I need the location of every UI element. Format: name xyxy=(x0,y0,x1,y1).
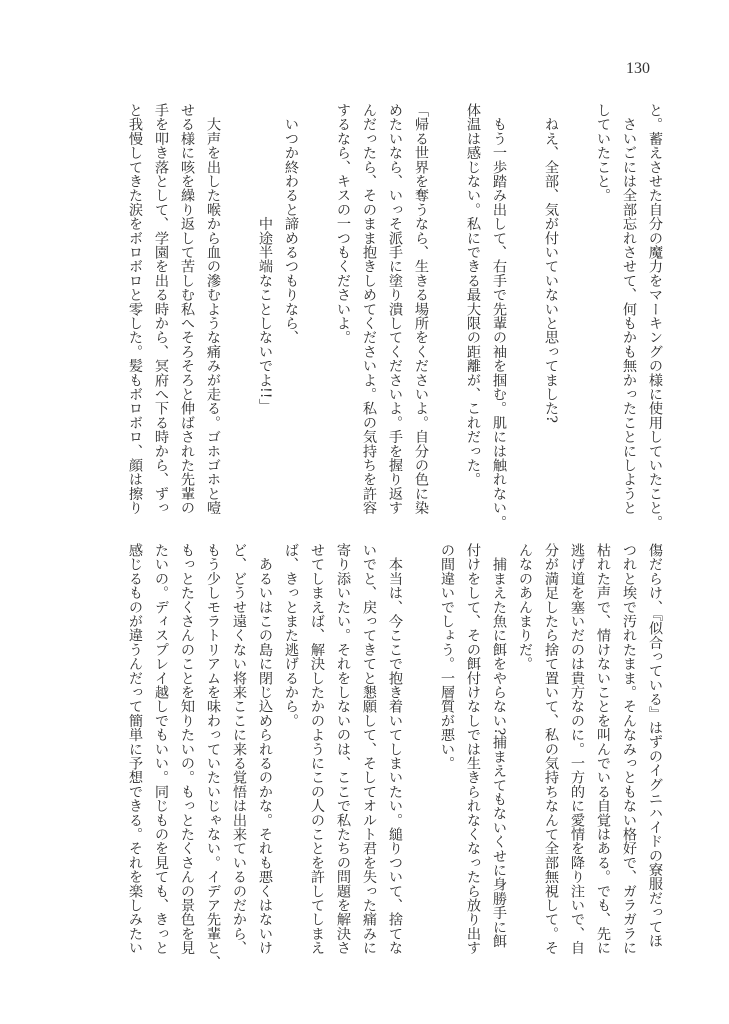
blank-line xyxy=(434,103,460,539)
blank-line xyxy=(512,103,538,539)
text-line: せる様に咳を繰り返して苦しむ私へそろそろと伸ばされた先輩の xyxy=(179,103,195,515)
blank-line xyxy=(304,103,330,539)
text-line: あるいはこの島に閉じ込められるのかな。それも悪くはないけ xyxy=(257,543,273,955)
text-line: と。蓄えさせた自分の魔力をマーキングの様に使用していたこと。 xyxy=(647,103,663,529)
text-line: 中途半端なことしないでよ!!」 xyxy=(257,103,273,413)
text-line: んだったら、そのまま抱きしめてくださいよ。私の気持ちを許容 xyxy=(361,103,377,515)
page-number: 130 xyxy=(626,60,650,77)
text-line: 「帰る世界を奪うなら、生きる場所をくださいよ。自分の色に染 xyxy=(413,103,429,515)
text-line: もっとたくさんのことを知りたいの。もっとたくさんの景色を見 xyxy=(179,543,195,955)
text-line: ど、どうせ遠くない将来ここに来る覚悟は出来ているのだから、 xyxy=(231,543,247,955)
text-line: せてしまえば、解決したかのようにこの人のことを許してしまえ xyxy=(309,543,325,955)
text-line: 逃げ道を塞いだのは貴方なのに。一方的に愛情を降り注いで、自 xyxy=(569,543,585,955)
blank-line xyxy=(226,103,252,539)
text-line: さいごには全部忘れさせて、何もかも無かったことにしようと xyxy=(621,103,637,515)
text-line: 分が満足したら捨て置いて、私の気持ちなんて全部無視して。そ xyxy=(543,543,559,955)
text-line: の間違いでしょう。一層質が悪い。 xyxy=(439,543,455,771)
text-line: んなのあんまりだ。 xyxy=(517,543,533,671)
text-line: 捕まえた魚に餌をやらない?捕まえてもないくせに身勝手に餌 xyxy=(491,543,507,949)
upper-text-block xyxy=(122,103,668,539)
text-line: していたこと。 xyxy=(595,103,611,203)
text-line: いつか終わると諦めるつもりなら、 xyxy=(283,103,299,345)
text-line: ねえ、全部、気が付いていないと思ってました? xyxy=(543,103,559,424)
text-line: 付けをして、その餌付けなしでは生きられなくなったら放り出す xyxy=(465,543,481,955)
text-line: ば、きっとまた逃げるから。 xyxy=(283,543,299,728)
text-line: もう少しモラトリアムを味わっていたいじゃない。イデア先輩と、 xyxy=(205,543,221,969)
blank-line xyxy=(408,543,434,979)
lower-text-block xyxy=(122,543,668,979)
text-line: 体温は感じない。私にできる最大限の距離が、これだった。 xyxy=(465,103,481,487)
text-line: たいの。ディスプレイ越しでもいい。同じものを見ても、きっと xyxy=(153,543,169,955)
text-line: 手を叩き落として、学園を出る時から、冥府へ下る時から、ずっ xyxy=(153,103,169,515)
text-line: めたいなら、いっそ派手に塗り潰してくださいよ。手を握り返す xyxy=(387,103,403,515)
text-line: と我慢してきた涙をボロボロと零した。髪もボロボロ、顔は擦り xyxy=(127,103,143,515)
text-line: 大声を出した喉から血の滲むような痛みが走る。ゴホゴホと噎 xyxy=(205,103,221,515)
blank-line xyxy=(564,103,590,539)
text-line: もう一歩踏み出して、右手で先輩の袖を掴む。肌には触れない。 xyxy=(491,103,507,529)
text-line: 感じるものが違うんだって簡単に予想できる。それを楽しみたい xyxy=(127,543,143,955)
text-line: 傷だらけ、『似合っている』はずのイグニハイドの寮服だってほ xyxy=(647,543,663,948)
text-line: するなら、キスの一つもくださいよ。 xyxy=(335,103,351,345)
text-line: 枯れた声で、情けないことを叫んでいる自覚はある。でも、先に xyxy=(595,543,611,955)
text-line: いでと、戻ってきてと懇願して、そしてオルト君を失った痛みに xyxy=(361,543,377,955)
text-line: 寄り添いたい。それをしないのは、ここで私たちの問題を解決さ xyxy=(335,543,351,955)
text-line: 本当は、今ここで抱き着いてしまいたい。縋りついて、捨てな xyxy=(387,543,403,955)
text-line: つれと埃で汚れたまま。そんなみっともない格好で、ガラガラに xyxy=(621,543,637,955)
